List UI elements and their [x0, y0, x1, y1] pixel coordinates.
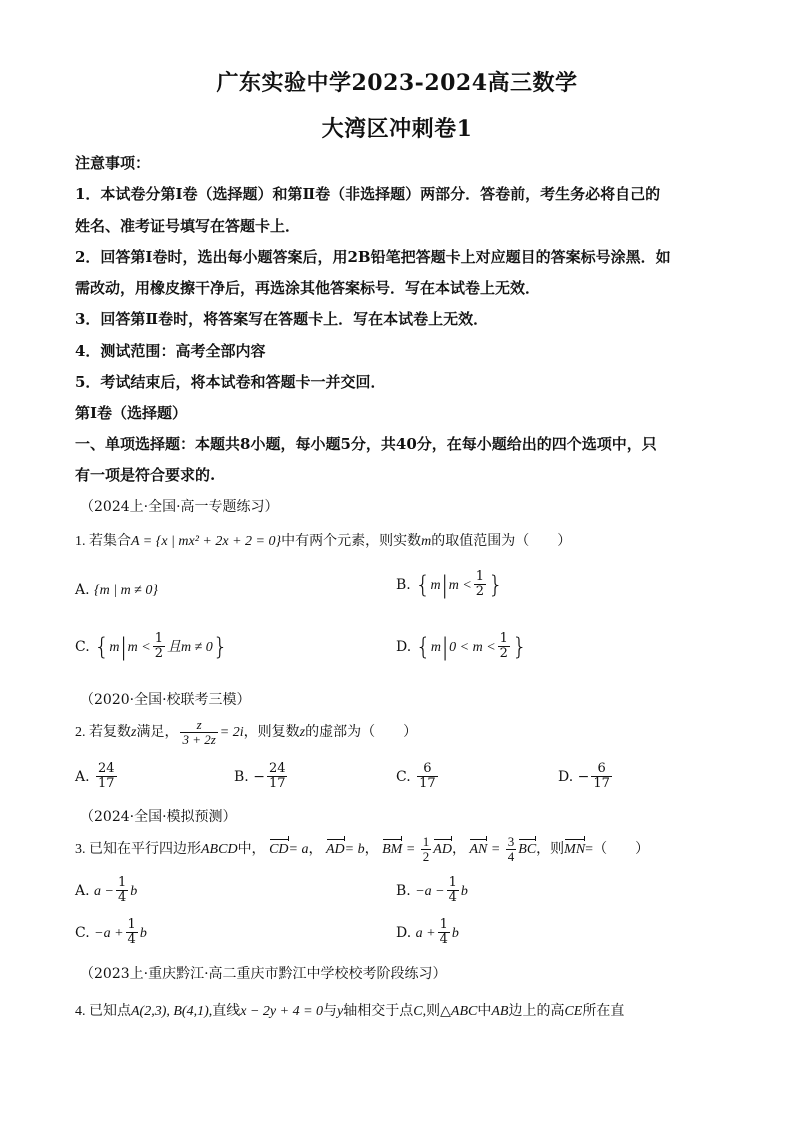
notice-item: 5．考试结束后，将本试卷和答题卡一并交回． [75, 373, 386, 391]
notice-item: 3．回答第Ⅱ卷时，将答案写在答题卡上．写在本试卷上无效． [75, 310, 489, 328]
question-source: （2024·全国·模拟预测） [80, 809, 237, 825]
question-1-option-a[interactable]: A. {m | m ≠ 0} [75, 582, 158, 598]
notice-heading: 注意事项： [75, 154, 151, 172]
notice-item: 姓名、准考证号填写在答题卡上． [75, 217, 301, 235]
question-1-stem: 1. 若集合A = {x | mx² + 2x + 2 = 0}中有两个元素，则实数m的取值范围为（ ） [75, 534, 572, 549]
question-3-option-b[interactable]: B. −a − $\frac{1}{4}$ b [396, 875, 468, 906]
question-2-option-d[interactable]: D. − $\frac{6}{17}$ [558, 761, 610, 792]
notice-item: 4．测试范围：高考全部内容 [75, 342, 266, 360]
section-instruction: 有一项是符合要求的. [75, 466, 216, 484]
question-4-stem: 4. 已知点A(2,3), B(4,1),直线x − 2y + 4 = 0与y轴相交于点C,则△ABC中AB边上的高CE所在直 [75, 1004, 625, 1019]
question-3-stem: 3. 已知在平行四边形ABCD中， CD= a， AD= b， BM = $\frac{1}{2}$ AD， AN = $\frac{3}{4}$ BC，则MN=（ ） [75, 834, 650, 865]
notice-item: 2．回答第Ⅰ卷时，选出每小题答案后，用2B铅笔把答题卡上对应题目的答案标号涂黑．如 [75, 248, 671, 266]
question-1-option-d[interactable]: D. {m|0 < m < $\frac{1}{2}$ } [396, 631, 528, 662]
question-2-option-a[interactable]: A. $\frac{24}{17}$ [75, 761, 115, 792]
question-3-option-c[interactable]: C. −a + $\frac{1}{4}$ b [75, 917, 147, 948]
part-title: 第Ⅰ卷（选择题） [75, 404, 188, 422]
exam-subtitle: 大湾区冲刺卷1 [321, 116, 473, 142]
question-1-option-b[interactable]: B. {m|m < $\frac{1}{2}$ } [396, 569, 504, 600]
section-instruction: 一、单项选择题：本题共8小题，每小题5分，共40分，在每小题给出的四个选项中，只 [75, 435, 657, 453]
question-source: （2020·全国·校联考三模） [80, 692, 251, 708]
question-source: （2023上·重庆黔江·高二重庆市黔江中学校校考阶段练习） [80, 966, 447, 982]
question-source: （2024上·全国·高一专题练习） [80, 499, 279, 515]
question-2-stem: 2. 若复数z满足， $\frac{z}{3 + 2z}$ = 2i，则复数z的虚部为（ ） [75, 717, 418, 748]
question-3-option-a[interactable]: A. a − $\frac{1}{4}$ b [75, 875, 138, 906]
notice-item: 1．本试卷分第Ⅰ卷（选择题）和第Ⅱ卷（非选择题）两部分．答卷前，考生务必将自己的 [75, 185, 661, 203]
exam-title: 广东实验中学2023-2024高三数学 [216, 70, 578, 96]
question-1-option-c[interactable]: C. {m|m < $\frac{1}{2}$ 且m ≠ 0} [75, 631, 229, 662]
notice-item: 需改动，用橡皮擦干净后，再选涂其他答案标号．写在本试卷上无效． [75, 279, 541, 297]
question-2-option-b[interactable]: B. − $\frac{24}{17}$ [234, 761, 286, 792]
question-2-option-c[interactable]: C. $\frac{6}{17}$ [396, 761, 436, 792]
question-3-option-d[interactable]: D. a + $\frac{1}{4}$ b [396, 917, 459, 948]
